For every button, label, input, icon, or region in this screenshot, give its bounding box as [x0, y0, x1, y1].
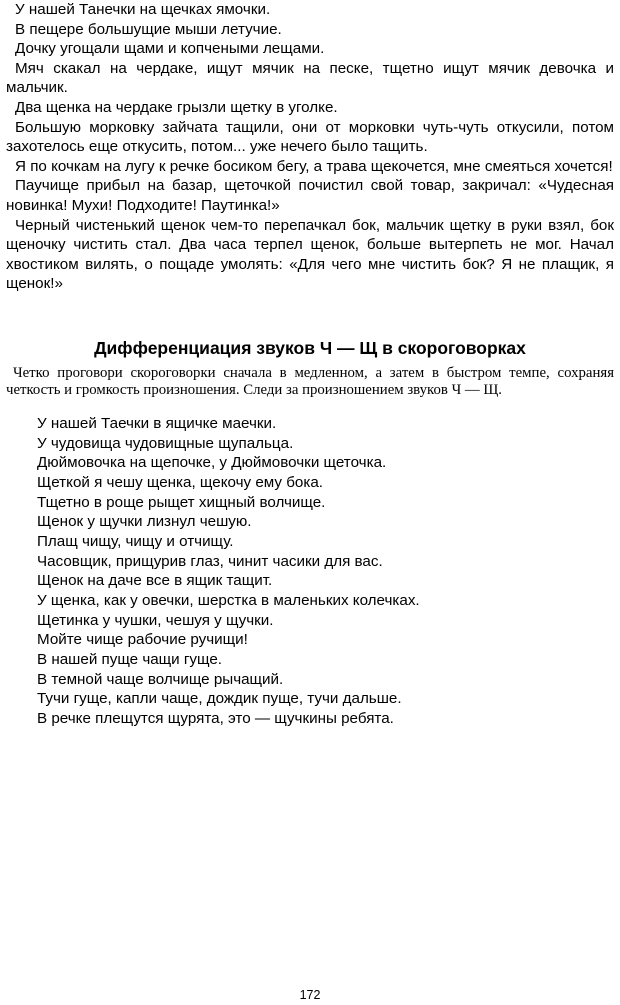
paragraph: Два щенка на чердаке грызли щетку в уголке.	[15, 98, 338, 116]
list-item: Часовщик, прищурив глаз, чинит часики для вас.	[37, 552, 383, 570]
paragraph: У нашей Танечки на щечках ямочки.	[15, 1, 271, 18]
list-item: В нашей пуще чащи гуще.	[37, 650, 223, 668]
list-item: В темной чаще волчище рычащий.	[37, 670, 284, 688]
instruction-text: Четко проговори скороговорки сначала в медленном, а затем в быстром темпе, сохраняя четкость и громкость произношения. Следи за произношением звуков Ч — Щ.	[6, 365, 614, 398]
list-item: У нашей Таечки в ящичке маечки.	[37, 415, 277, 432]
list-item: В речке плещутся щурята, это — щучкины ребята.	[37, 709, 394, 727]
list-item: Щенок на даче все в ящик тащит.	[37, 572, 273, 590]
paragraph: Мяч скакал на чердаке, ищут мячик на песке, тщетно ищут мячик девочка и мальчик.	[6, 59, 614, 97]
list-item: У чудовища чудовищные щупальца.	[37, 434, 294, 452]
list-item: Щетинка у чушки, чешуя у щучки.	[37, 611, 274, 629]
paragraph: Большую морковку зайчата тащили, они от морковки чуть-чуть откусили, потом захотелось еще откусить, потом... уже нечего было тащить.	[6, 118, 614, 156]
list-item: Тщетно в роще рыщет хищный волчище.	[37, 493, 326, 511]
paragraph: В пещере большущие мыши летучие.	[15, 20, 282, 38]
list-item: Щенок у щучки лизнул чешую.	[37, 513, 252, 531]
tongue-twister-list	[37, 414, 597, 729]
list-item: У щенка, как у овечки, шерстка в маленьких колечках.	[37, 591, 420, 609]
page-number: 172	[299, 988, 321, 1002]
list-item: Тучи гуще, капли чаще, дождик пуще, тучи дальше.	[37, 690, 402, 708]
list-item: Мойте чище рабочие ручищи!	[37, 631, 248, 649]
list-item: Плащ чищу, чищу и отчищу.	[37, 532, 234, 550]
paragraph: Дочку угощали щами и копчеными лещами.	[15, 40, 325, 58]
paragraph: Черный чистенький щенок чем-то перепачкал бок, мальчик щетку в руки взял, бок щеночку чистить стал. Два часа терпел щенок, больше вытерпеть не мог. Начал хвостиком вилять, о пощаде умолять: «Для чего мне чистить бок? Я не плащик, я щенок!»	[6, 216, 614, 293]
list-item: Дюймовочка на щепочке, у Дюймовочки щеточка.	[37, 454, 387, 472]
list-item: Щеткой я чешу щенка, щекочу ему бока.	[37, 473, 324, 491]
section-title: Дифференциация звуков Ч — Щ в скороговорках	[94, 338, 526, 358]
paragraph: Я по кочкам на лугу к речке босиком бегу, а трава щекочется, мне смеяться хочется!	[15, 157, 613, 175]
paragraph: Паучище прибыл на базар, щеточкой почистил свой товар, закричал: «Чудесная новинка! Мухи! Подходите! Паутинка!»	[6, 177, 614, 214]
upper-text-block	[6, 0, 614, 294]
